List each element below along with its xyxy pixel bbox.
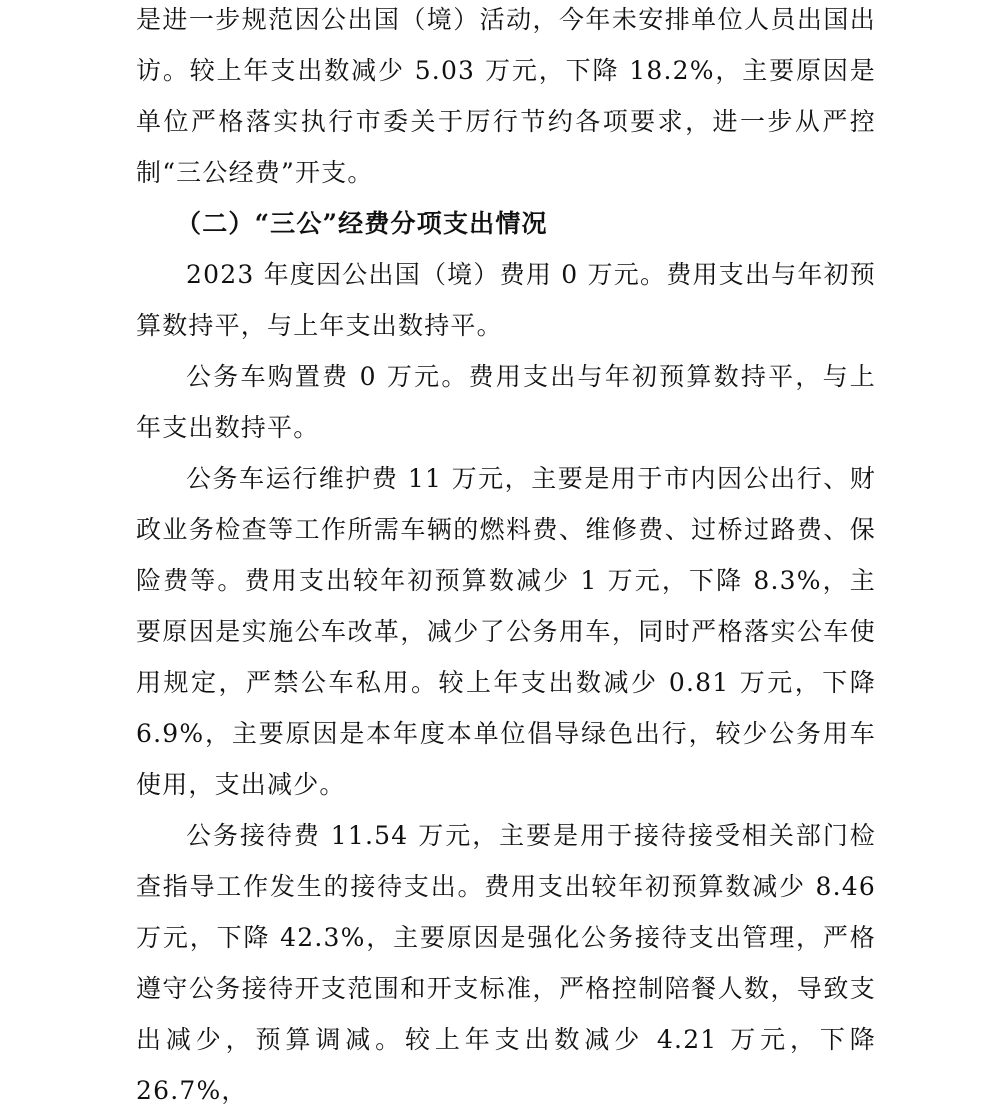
paragraph-vehicle-maintenance: 公务车运行维护费 11 万元，主要是用于市内因公出行、财政业务检查等工作所需车辆的燃料费、维修费、过桥过路费、保险费等。费用支出较年初预算数减少 1 万元，下降 8.3%，主要原因是实施公车改革，减少了公务用车，同时严格落实公车使用规定，严禁公车私用。较上年支出数减少 0.81 万元，下降6.9%，主要原因是本年度本单位倡导绿色出行，较少公务用车使用，支出减少。 <box>136 464 876 799</box>
paragraph-reception-expense: 公务接待费 11.54 万元，主要是用于接待接受相关部门检查指导工作发生的接待支出。费用支出较年初预算数减少 8.46 万元，下降 42.3%，主要原因是强化公务接待支出管理，严格遵守公务接待开支范围和开支标准，严格控制陪餐人数，导致支出减少，预算调减。较上年支出数减少 4.21 万元，下降 26.7%， <box>136 821 876 1105</box>
paragraph-continuation: 是进一步规范因公出国（境）活动，今年未安排单位人员出国出访。较上年支出数减少 5.03 万元，下降 18.2%，主要原因是单位严格落实执行市委关于厉行节约各项要求，进一步从严控制“三公经费”开支。 <box>136 5 876 187</box>
paragraph-overseas-expense: 2023 年度因公出国（境）费用 0 万元。费用支出与年初预算数持平，与上年支出数持平。 <box>136 260 876 340</box>
section-heading: （二）“三公”经费分项支出情况 <box>176 209 548 238</box>
paragraph-vehicle-purchase: 公务车购置费 0 万元。费用支出与年初预算数持平，与上年支出数持平。 <box>136 362 876 442</box>
document-page <box>136 0 876 1116</box>
